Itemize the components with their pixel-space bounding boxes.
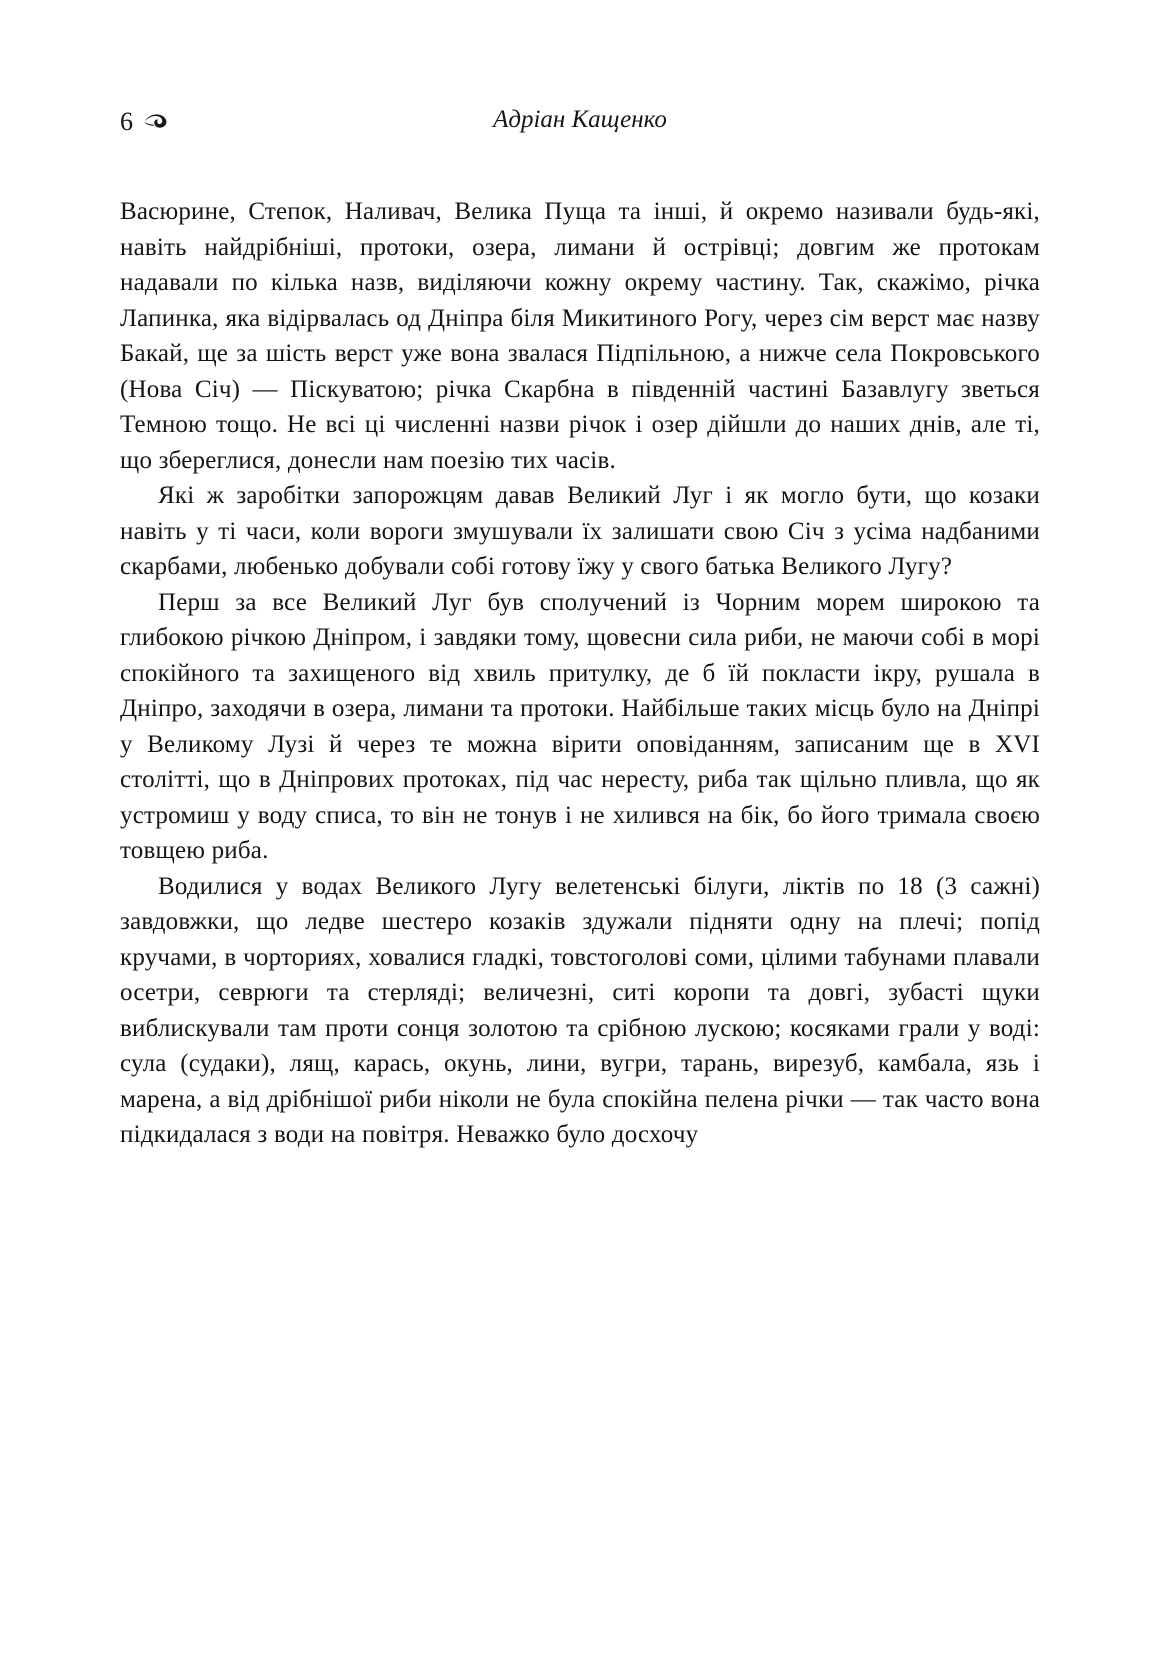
body-paragraph: Які ж заробітки запорожцям давав Великий Луг і як могло бути, що козаки навіть у ті часи, коли вороги змушували їх залишати свою Січ з усіма надбаними скарбами, любенько добували собі готову їжу у свого батька Великого Лугу?: [120, 482, 1040, 580]
running-head-author: Адріан Кащенко: [493, 106, 667, 133]
body-paragraph: Васюрине, Степок, Наливач, Велика Пуща та інші, й окремо називали будь-які, навіть найдрібніші, протоки, озера, лимани й острівці; довгим же протокам надавали по кілька назв, виділяючи кожну окрему частину. Так, скажімо, річка Лапинка, яка відірвалась од Дніпра біля Микитиного Рогу, через сім верст має назву Бакай, ще за шість верст уже вона звалася Підпільною, а нижче села Покровського (Нова Січ) — Піскуватою; річка Скарбна в південній частині Базавлугу зветься Темною тощо. Не всі ці численні назви річок і озер дійшли до наших днів, але ті, що збереглися, донесли нам поезію тих часів.: [120, 198, 1040, 474]
body-paragraph: Перш за все Великий Луг був сполучений із Чорним морем широкою та глибокою річкою Дніпром, і завдяки тому, щовесни сила риби, не маючи собі в морі спокійного та захищеного від хвиль притулку, де б їй покласти ікру, рушала в Дніпро, заходячи в озера, лимани та протоки. Найбільше таких місць було на Дніпрі у Великому Лузі й через те можна вірити оповіданням, записаним ще в XVI столітті, що в Дніпрових протоках, під час нересту, риба так щільно пливла, що як устромиш у воду списа, то він не тонув і не хилився на бік, бо його тримала своєю товщею риба.: [120, 588, 1040, 864]
body-paragraph: Водилися у водах Великого Лугу велетенські білуги, ліктів по 18 (3 сажні) завдовжки, що ледве шестеро козаків здужали підняти одну на плечі; попід кручами, в чорториях, ховалися гладкі, товстоголові соми, цілими табунами плавали осетри, севрюги та стерляді; величезні, ситі коропи та довгі, зубасті щуки виблискували там проти сонця золотою та срібною лускою; косяками грали у воді: сула (судаки), лящ, карась, окунь, лини, вугри, тарань, вирезуб, камбала, язь і марена, а від дрібнішої риби ніколи не була спокійна пелена річки — так часто вона підкидалася з води на повітря. Неважко було досхочу: [120, 872, 1040, 1148]
page-body: [120, 194, 1040, 1153]
page-header: [120, 103, 1040, 137]
page-number: 6: [120, 107, 133, 136]
